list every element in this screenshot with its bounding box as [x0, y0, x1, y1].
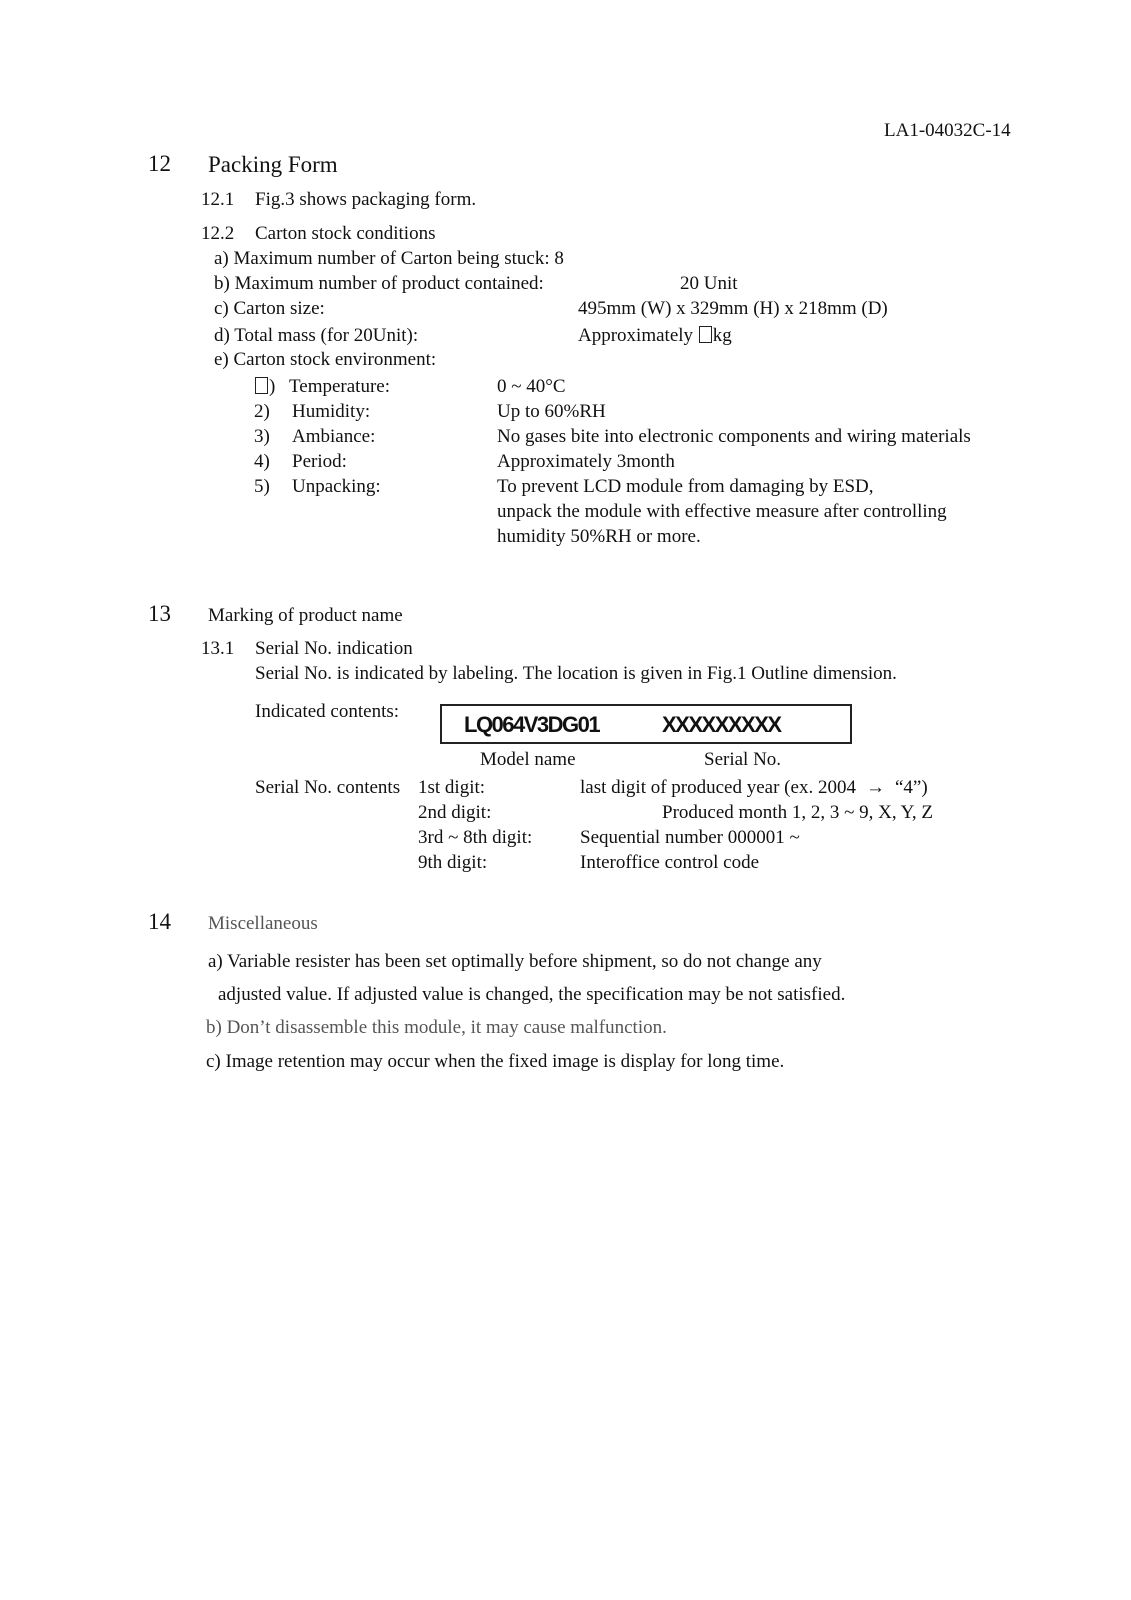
env-period-number: 4) — [254, 451, 270, 472]
document-code: LA1-04032C-14 — [884, 120, 1011, 141]
section-12-title: Packing Form — [208, 152, 338, 177]
section-13-number: 13 — [148, 601, 171, 626]
item-d-value-unit: kg — [712, 325, 732, 346]
right-arrow-icon: → — [865, 777, 885, 798]
digit-9-label: 9th digit: — [418, 852, 488, 873]
env-temperature-value: 0 ~ 40°C — [497, 376, 566, 397]
env-unpacking-line-3: humidity 50%RH or more. — [497, 526, 701, 547]
product-label-box — [440, 704, 852, 744]
item-d-label: d) Total mass (for 20Unit): — [214, 325, 419, 346]
subsection-13-1-number: 13.1 — [201, 638, 235, 659]
misc-item-b: b) Don’t disassemble this module, it may cause malfunction. — [206, 1017, 667, 1038]
item-d-value-prefix: Approximately — [578, 325, 694, 346]
subsection-12-2-title: Carton stock conditions — [255, 223, 436, 244]
env-temperature-number-suffix: ) — [269, 376, 276, 397]
missing-glyph-icon — [699, 326, 712, 343]
subsection-12-1-number: 12.1 — [201, 189, 235, 210]
digit-1-label: 1st digit: — [418, 777, 486, 798]
digit-2-label: 2nd digit: — [418, 802, 492, 823]
label-serial-number: XXXXXXXXX — [662, 712, 781, 737]
env-unpacking-line-2: unpack the module with effective measure after controlling — [497, 501, 947, 522]
item-b-label: b) Maximum number of product contained: — [214, 273, 544, 294]
env-ambiance-value: No gases bite into electronic components and wiring materials — [497, 426, 971, 447]
env-unpacking-number: 5) — [254, 476, 270, 497]
item-a-max-cartons: a) Maximum number of Carton being stuck: 8 — [214, 248, 564, 269]
label-model-name: LQ064V3DG01 — [464, 712, 600, 737]
missing-glyph-icon — [255, 377, 268, 394]
subsection-13-1-title: Serial No. indication — [255, 638, 413, 659]
env-unpacking-label: Unpacking: — [292, 476, 381, 497]
env-temperature-label: Temperature: — [289, 376, 391, 397]
serial-description: Serial No. is indicated by labeling. The location is given in Fig.1 Outline dimension. — [255, 663, 897, 684]
item-c-value: 495mm (W) x 329mm (H) x 218mm (D) — [578, 298, 888, 319]
digit-3-8-label: 3rd ~ 8th digit: — [418, 827, 533, 848]
env-period-value: Approximately 3month — [497, 451, 675, 472]
item-e-label: e) Carton stock environment: — [214, 349, 437, 370]
indicated-contents-label: Indicated contents: — [255, 701, 400, 722]
section-13-title: Marking of product name — [208, 605, 403, 626]
env-temperature-number — [254, 375, 275, 399]
serial-contents-label: Serial No. contents — [255, 777, 401, 798]
item-d-value — [578, 324, 732, 348]
item-b-value: 20 Unit — [680, 273, 738, 294]
digit-1-value-text: last digit of produced year (ex. 2004 — [580, 777, 856, 798]
digit-1-value — [580, 776, 928, 800]
env-ambiance-number: 3) — [254, 426, 270, 447]
env-humidity-label: Humidity: — [292, 401, 371, 422]
env-humidity-number: 2) — [254, 401, 270, 422]
serial-no-caption: Serial No. — [704, 749, 782, 770]
env-ambiance-label: Ambiance: — [292, 426, 376, 447]
digit-3-8-value: Sequential number 000001 ~ — [580, 827, 800, 848]
env-period-label: Period: — [292, 451, 347, 472]
subsection-12-2-number: 12.2 — [201, 223, 235, 244]
subsection-12-1-text: Fig.3 shows packaging form. — [255, 189, 477, 210]
misc-item-a-line-2: adjusted value. If adjusted value is changed, the specification may be not satisfied. — [218, 984, 846, 1005]
env-unpacking-line-1: To prevent LCD module from damaging by ESD, — [497, 476, 874, 497]
misc-item-c: c) Image retention may occur when the fixed image is display for long time. — [206, 1051, 785, 1072]
section-14-number: 14 — [148, 909, 171, 934]
section-14-title: Miscellaneous — [208, 913, 318, 934]
model-name-caption: Model name — [480, 749, 576, 770]
section-12-number: 12 — [148, 151, 171, 176]
item-c-label: c) Carton size: — [214, 298, 325, 319]
digit-9-value: Interoffice control code — [580, 852, 760, 873]
misc-item-a-line-1: a) Variable resister has been set optimally before shipment, so do not change any — [208, 951, 822, 972]
env-humidity-value: Up to 60%RH — [497, 401, 606, 422]
digit-1-value-example: “4”) — [894, 777, 928, 798]
digit-2-value: Produced month 1, 2, 3 ~ 9, X, Y, Z — [662, 802, 933, 823]
